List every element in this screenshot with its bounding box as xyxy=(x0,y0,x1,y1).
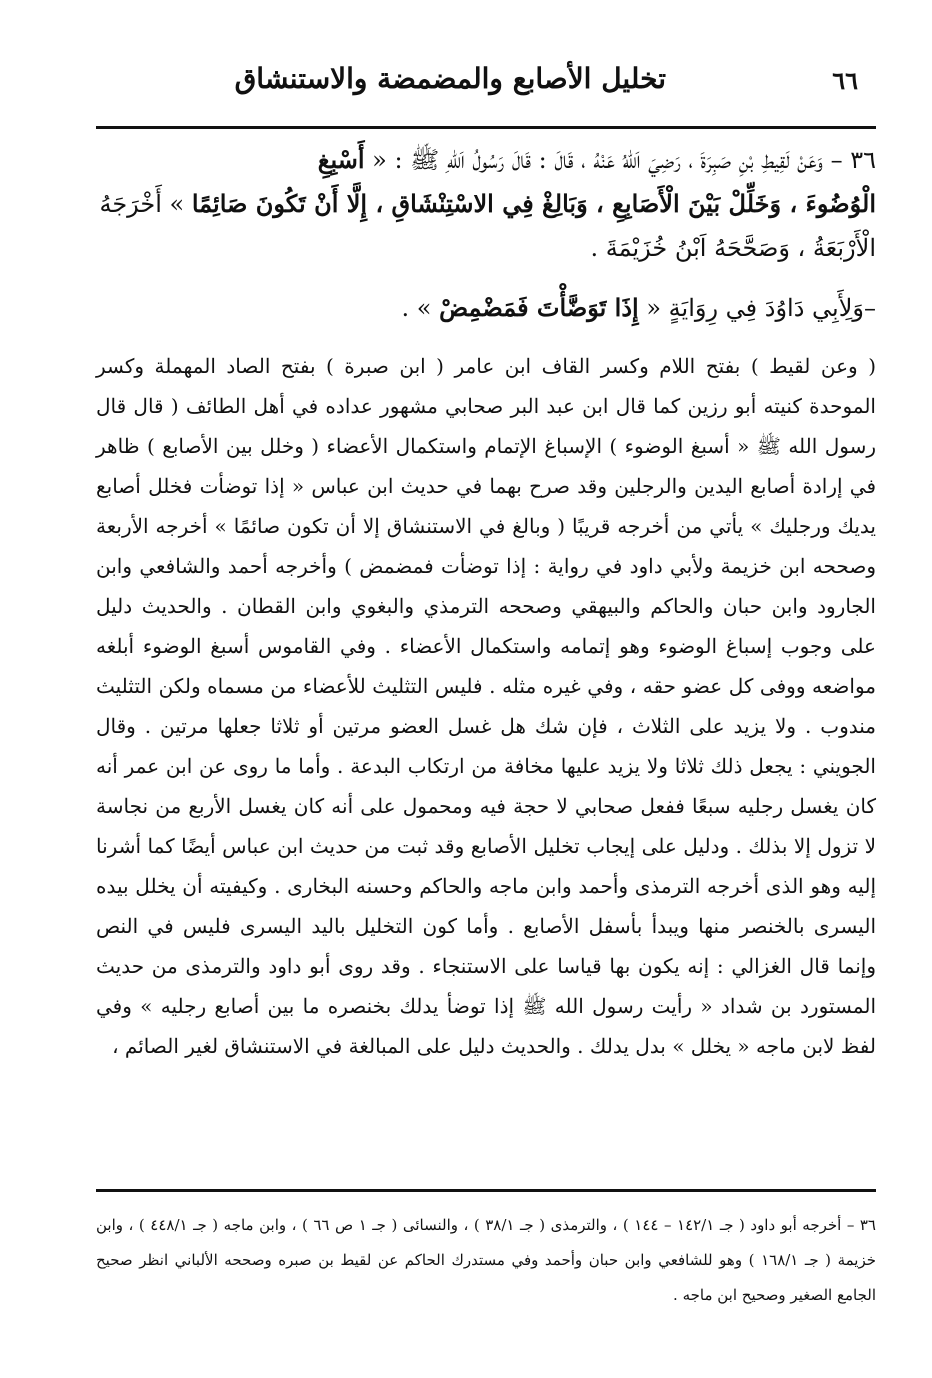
header-divider xyxy=(96,126,876,129)
hadith-intro: ٣٦ – وَعَنْ لَقِيطِ بْنِ صَبِرَةَ ، رَضِيَ اَللهُ عَنْهُ ، قَالَ : قَالَ رَسُولُ اَللهِ ﷺ : « xyxy=(372,146,876,174)
chapter-title: تخليل الأصابع والمضمضة والاستنشاق xyxy=(234,62,666,95)
footnote-divider xyxy=(96,1189,876,1192)
hadith-emphasis: الْوُضُوءَ ، وَخَلِّلْ بَيْنَ الْأَصَابِعِ ، وَبَالِغْ فِي الاسْتِنْشَاقِ ، إِلَّا أَنْ تَكُونَ صَائِمًا xyxy=(191,189,876,218)
footnote-text xyxy=(96,1208,876,1313)
commentary-paragraph: ( وعن لقيط ) بفتح اللام وكسر القاف ابن عامر ( ابن صبرة ) بفتح الصاد المهملة وكسر الموحدة كنيته أبو رزين كما قال ابن عبد البر صحابي مشهور عداده في أهل الطائف ( قال قال رسول الله ﷺ « أسبغ الوضوء ) الإسباغ الإتمام واستكمال الأعضاء ( وخلل بين الأصابع ) ظاهر في إرادة أصابع اليدين والرجلين وقد صرح بهما في حديث ابن عباس « إذا توضأت فخلل أصابع يديك ورجليك » يأتي من أخرجه قريبًا ( وبالغ في الاستنشاق إلا أن تكون صائمًا » أخرجه الأربعة وصححه ابن خزيمة ولأبي داود في رواية : إذا توضأت فمضمض ) وأخرجه أحمد والشافعي وابن الجارود وابن حبان والحاكم والبيهقي وصححه الترمذي والبغوي وابن القطان . والحديث دليل على وجوب إسباغ الوضوء وهو إتمامه واستكمال الأعضاء . وفي القاموس أسبغ الوضوء أبلغه مواضعه ووفى كل عضو حقه ، وفي غيره مثله . فليس التثليث للأعضاء من مسماه ولكن التثليث مندوب . ولا يزيد على الثلاث ، فإن شك هل غسل العضو مرتين أو ثلاثا جعلها مرتين . وقال الجويني : يجعل ذلك ثلاثا ولا يزيد عليها مخافة من ارتكاب البدعة . وأما ما روى عن ابن عمر أنه كان يغسل رجليه سبعًا ففعل صحابي لا حجة فيه ومحمول على أنه كان يغسل الأربع من نجاسة لا تزول إلا بذلك . ودليل على إيجاب تخليل الأصابع وقد ثبت من حديث ابن عباس أيضًا كما أشرنا إليه وهو الذى أخرجه الترمذى وأحمد وابن ماجه والحاكم وحسنه البخارى . وكيفيته أن يخلل بيده اليسرى بالخنصر منها ويبدأ بأسفل الأصابع . وأما كون التخليل باليد اليسرى فليس في النص وإنما قال الغزالي : إنه يكون بها قياسا على الاستنجاء . وقد روى أبو داود والترمذى من حديث المستورد بن شداد « رأيت رسول الله ﷺ إذا توضأ يدلك بخنصره ما بين أصابع رجليه » وفي لفظ لابن ماجه « يخلل » بدل يدلك . والحديث دليل على المبالغة في الاستنشاق لغير الصائم ، xyxy=(96,354,877,1058)
page-header xyxy=(96,60,876,108)
hadith-line xyxy=(96,138,876,182)
footnote-paragraph: ٣٦ – أخرجه أبو داود ( جـ ١٤٢/١ – ١٤٤ ) ، والترمذى ( جـ ٣٨/١ ) ، والنسائى ( جـ ١ ص ٦٦ ) ، وابن ماجه ( جـ ٤٤٨/١ ) ، وابن خزيمة ( جـ ١٦٨/١ ) وهو للشافعي وابن حبان وأحمد وفي مستدرك الحاكم عن لقيط بن صبره وصححه الألباني انظر صحيح الجامع الصغير وصحيح ابن ماجه . xyxy=(96,1216,877,1304)
hadith-line: الْأَرْبَعَةُ ، وَصَحَّحَهُ اَبْنُ خُزَيْمَةَ . xyxy=(590,234,876,262)
variant-suffix: » . xyxy=(401,294,432,322)
hadith-text xyxy=(96,138,876,270)
hadith-line xyxy=(96,182,876,226)
hadith-emphasis: أَسْبِغِ xyxy=(317,145,365,174)
hadith-attribution: » أَخْرَجَهُ xyxy=(99,190,185,218)
page-number: ٦٦ xyxy=(832,66,858,95)
commentary-text xyxy=(96,346,876,1066)
variant-prefix: –وَلِأَبِي دَاوُدَ فِي رِوَايَةٍ « xyxy=(646,294,876,322)
hadith-variant xyxy=(96,288,876,328)
variant-emphasis: إِذَا تَوَضَّأْتَ فَمَضْمِضْ xyxy=(439,293,639,322)
